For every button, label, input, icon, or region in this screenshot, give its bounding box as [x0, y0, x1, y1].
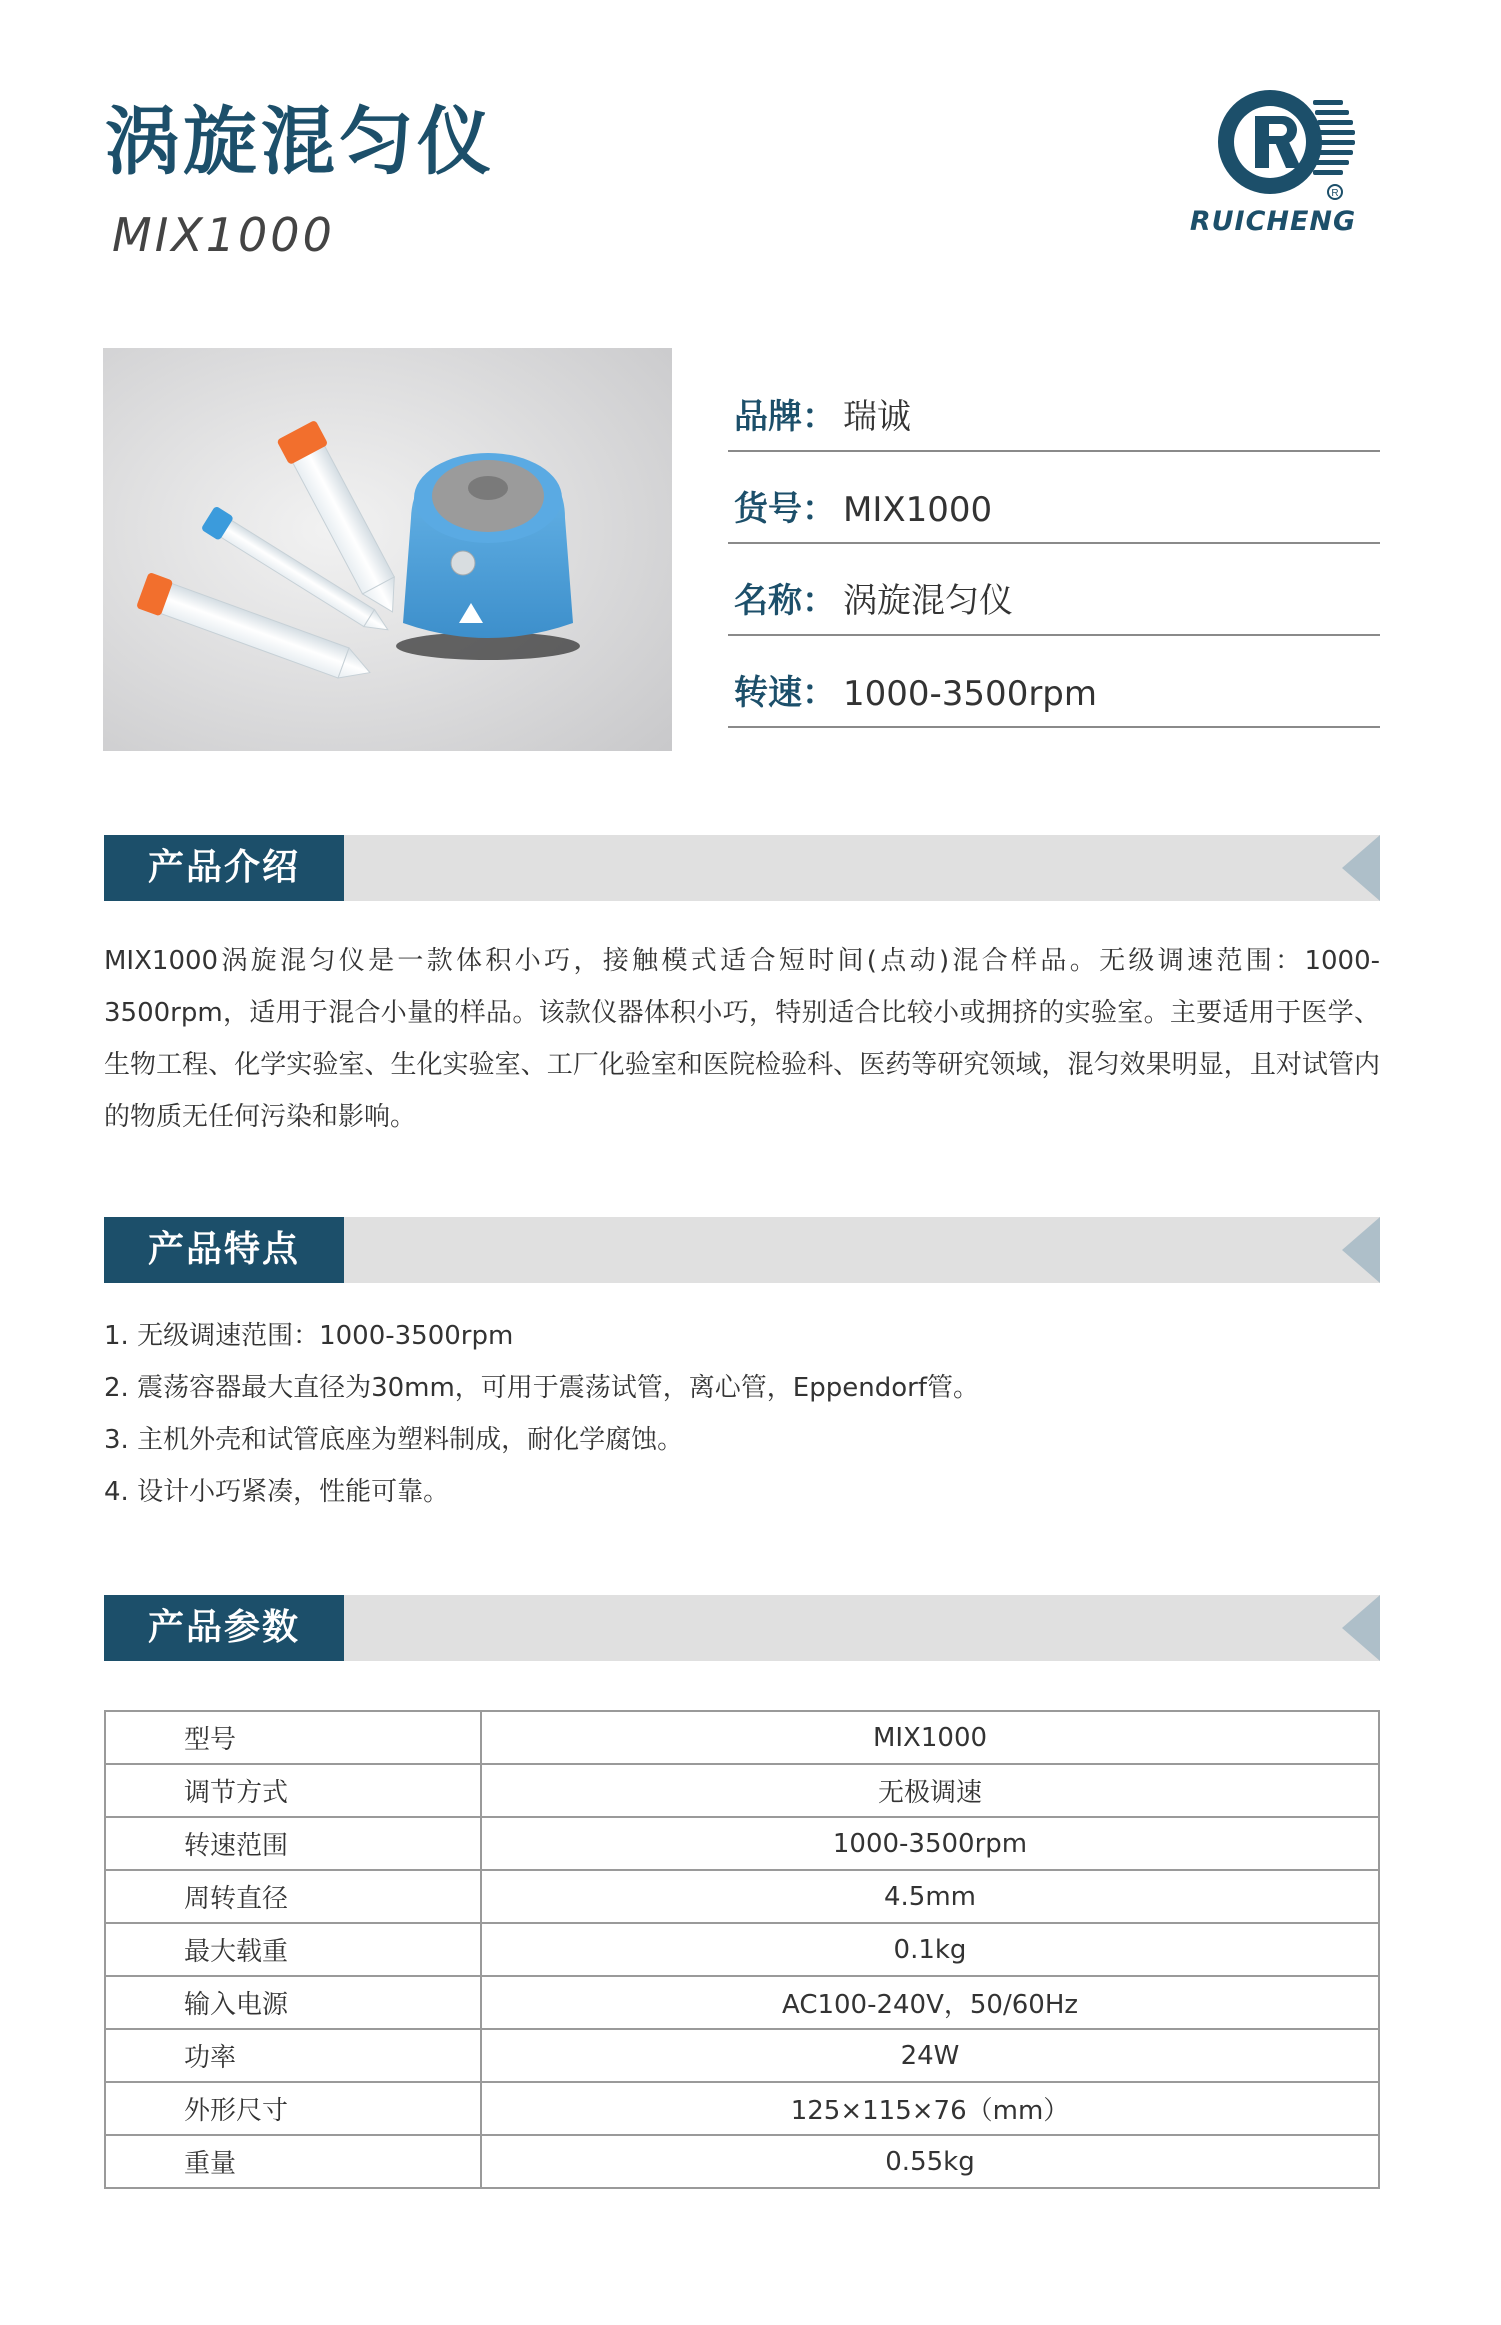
table-row	[105, 2135, 1379, 2188]
logo-text: RUICHENG	[1189, 206, 1357, 237]
spec-value: 0.1kg	[481, 1923, 1379, 1976]
spec-value: 4.5mm	[481, 1870, 1379, 1923]
spec-value: AC100-240V，50/60Hz	[481, 1976, 1379, 2029]
section-header-intro	[104, 835, 1380, 901]
spec-value: 24W	[481, 2029, 1379, 2082]
table-row	[105, 1711, 1379, 1764]
info-value: 瑞诚	[843, 397, 911, 437]
section-title: 产品参数	[104, 1595, 344, 1661]
model-subtitle: MIX1000	[112, 208, 335, 262]
spec-value: 125×115×76（mm）	[481, 2082, 1379, 2135]
spec-key: 转速范围	[105, 1817, 481, 1870]
section-title: 产品介绍	[104, 835, 344, 901]
table-row	[105, 1764, 1379, 1817]
section-header-params	[104, 1595, 1380, 1661]
spec-key: 最大载重	[105, 1923, 481, 1976]
spec-key: 重量	[105, 2135, 481, 2188]
spec-key: 调节方式	[105, 1764, 481, 1817]
spec-key: 输入电源	[105, 1976, 481, 2029]
info-key: 品牌：	[734, 397, 836, 437]
product-photo	[103, 348, 672, 751]
info-value: 涡旋混匀仪	[843, 581, 1013, 621]
intro-paragraph: MIX1000涡旋混匀仪是一款体积小巧，接触模式适合短时间(点动)混合样品。无级调速范围：1000-3500rpm，适用于混合小量的样品。该款仪器体积小巧，特别适合比较小或拥挤的实验室。主要适用于医学、生物工程、化学实验室、生化实验室、工厂化验室和医院检验科、医药等研究领域，混匀效果明显，且对试管内的物质无任何污染和影响。	[104, 946, 1380, 1132]
page-title: 涡旋混匀仪	[105, 99, 495, 185]
info-row-item-number	[728, 450, 1380, 544]
info-value: MIX1000	[843, 490, 993, 530]
info-key: 货号：	[734, 489, 836, 529]
feature-item: 2. 震荡容器最大直径为30mm，可用于震荡试管，离心管，Eppendorf管。	[104, 1373, 979, 1403]
table-row	[105, 1923, 1379, 1976]
table-row	[105, 1817, 1379, 1870]
section-header-features	[104, 1217, 1380, 1283]
spec-key: 外形尺寸	[105, 2082, 481, 2135]
spec-value: 无极调速	[481, 1764, 1379, 1817]
info-row-speed	[728, 634, 1380, 728]
info-row-name	[728, 542, 1380, 636]
spec-key: 功率	[105, 2029, 481, 2082]
spec-key: 周转直径	[105, 1870, 481, 1923]
spec-value: 1000-3500rpm	[481, 1817, 1379, 1870]
section-title: 产品特点	[104, 1217, 344, 1283]
triangle-arrow-icon	[1342, 1595, 1380, 1661]
info-value: 1000-3500rpm	[843, 674, 1098, 714]
info-row-brand	[728, 358, 1380, 452]
triangle-arrow-icon	[1342, 835, 1380, 901]
feature-item: 4. 设计小巧紧凑，性能可靠。	[104, 1477, 450, 1507]
feature-item: 3. 主机外壳和试管底座为塑料制成，耐化学腐蚀。	[104, 1425, 684, 1455]
table-row	[105, 1870, 1379, 1923]
table-row	[105, 1976, 1379, 2029]
spec-table	[104, 1710, 1380, 2189]
svg-text:R: R	[1331, 188, 1339, 199]
table-row	[105, 2082, 1379, 2135]
info-key: 名称：	[734, 581, 836, 621]
triangle-arrow-icon	[1342, 1217, 1380, 1283]
spec-key: 型号	[105, 1711, 481, 1764]
info-key: 转速：	[734, 673, 836, 713]
spec-value: 0.55kg	[481, 2135, 1379, 2188]
spec-value: MIX1000	[481, 1711, 1379, 1764]
table-row	[105, 2029, 1379, 2082]
feature-item: 1. 无级调速范围：1000-3500rpm	[104, 1321, 514, 1351]
